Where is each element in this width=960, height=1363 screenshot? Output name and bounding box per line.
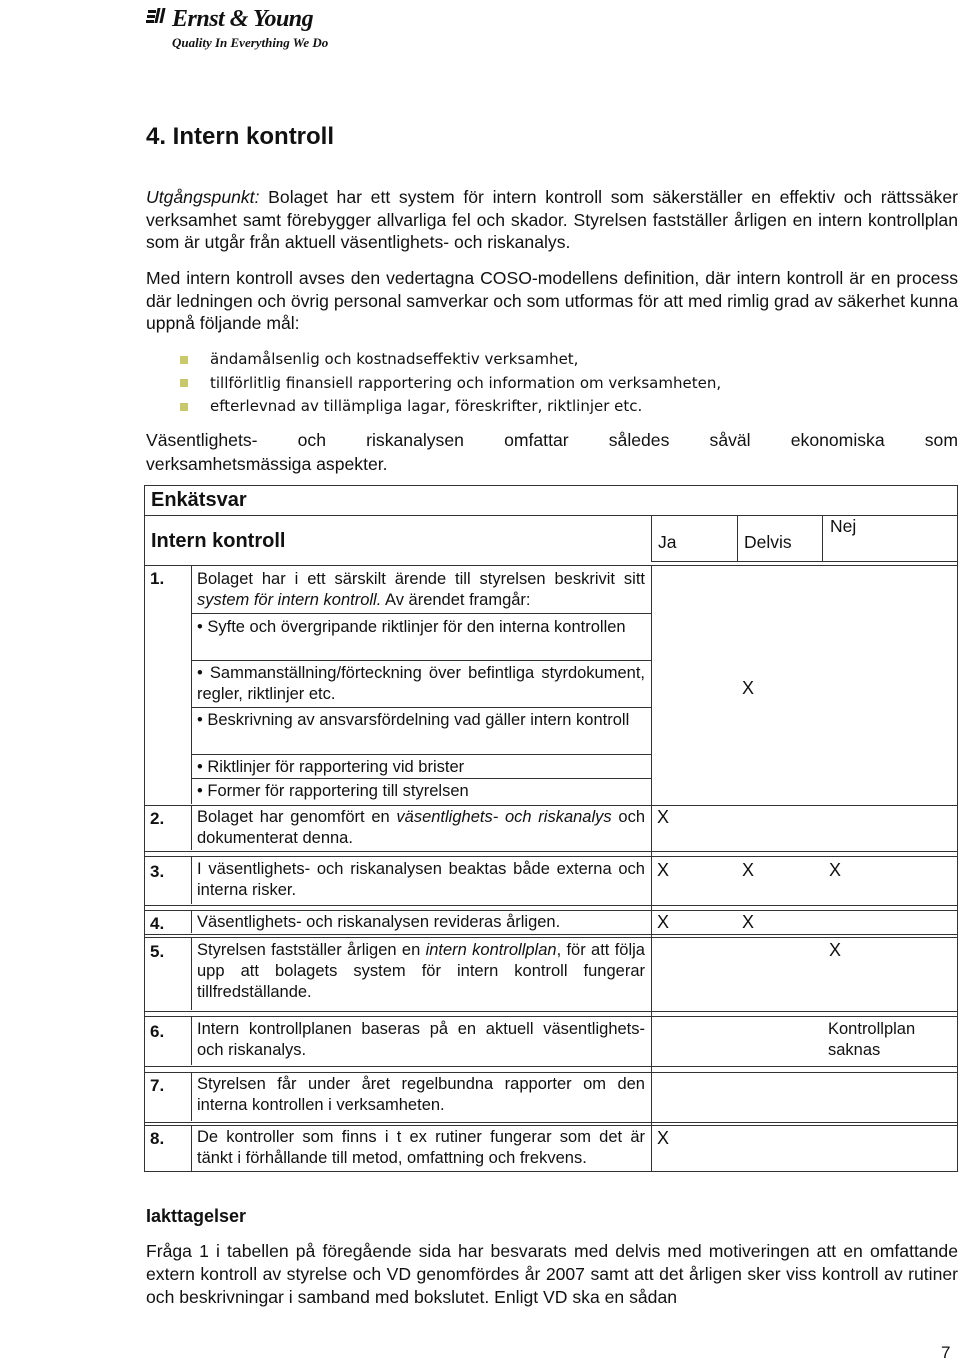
table-rule	[191, 754, 651, 755]
answer-mark-delvis: X	[742, 912, 755, 932]
square-bullet-icon	[180, 379, 188, 387]
table-rule	[144, 851, 958, 852]
answer-mark-nej: X	[829, 940, 842, 960]
column-header-ja: Ja	[658, 532, 677, 552]
question-number: 3.	[150, 862, 165, 881]
list-item: tillförlitlig finansiell rapportering och information om verksamheten,	[180, 372, 721, 396]
table-rule	[144, 1066, 958, 1067]
table-rule	[144, 905, 958, 906]
column-header-delvis: Delvis	[744, 532, 792, 552]
table-rule	[144, 1011, 958, 1012]
table-rule	[191, 911, 192, 933]
question-text: Väsentlighets- och riskanalysen revideras årligen.	[197, 913, 561, 931]
table-rule	[191, 1073, 192, 1121]
question-number: 5.	[150, 942, 165, 961]
answer-note: Kontrollplan saknas	[828, 1020, 916, 1059]
intro-text: Bolaget har ett system för intern kontroll som säkerställer en effektiv och rättssäker verksamhet samt förebygger allvarliga fel och skador. Styrelsen fastställer årligen en intern kontrollplan som är utgår från aktuell väsentlighets- och riskanalys.	[146, 187, 958, 252]
question-text: De kontroller som finns i t ex rutiner fungerar som det är tänkt i förhållande till metod, omfattning och frekvens.	[197, 1128, 645, 1167]
question-number: 6.	[150, 1022, 165, 1041]
definition-paragraph: Med intern kontroll avses den vedertagna COSO-modellens definition, där intern kontroll är en process där ledningen och övrig personal samverkar och som utformas för att med rimlig grad av säkerhet kunna uppnå följande mål:	[146, 268, 958, 333]
question-text: I väsentlighets- och riskanalysen beaktas både externa och interna risker.	[197, 860, 645, 899]
question-text: Bolaget har i ett särskilt ärende till styrelsen beskrivit sitt system för intern kontroll. Av ärendet framgår:	[197, 570, 645, 609]
section-heading: 4. Intern kontroll	[146, 123, 335, 150]
scope-line-1: Väsentlighets- och riskanalysen omfattar således såväl ekonomiska som	[146, 430, 958, 450]
table-rule	[651, 515, 958, 516]
question-text: Styrelsen fastställer årligen en intern kontrollplan, för att följa upp att bolagets system för intern kontroll fungerar tillfredställande.	[197, 941, 645, 1001]
table-rule	[191, 857, 192, 904]
table-rule	[144, 805, 958, 806]
question-text: Bolaget har genomfört en väsentlighets- och riskanalys och dokumenterat denna.	[197, 808, 645, 847]
logo-mark-icon	[146, 6, 168, 33]
answer-mark-delvis: X	[742, 860, 755, 880]
logo-tagline: Quality In Everything We Do	[172, 35, 329, 50]
question-number: 7.	[150, 1076, 165, 1095]
table-rule	[191, 707, 651, 708]
table-rule	[651, 806, 652, 1172]
question-number: 8.	[150, 1129, 165, 1148]
observations-heading: Iakttagelser	[146, 1206, 247, 1226]
question-number: 1.	[150, 569, 165, 588]
answer-mark-ja: X	[657, 807, 670, 827]
answer-mark-ja: X	[657, 1128, 670, 1148]
company-logo	[146, 6, 313, 33]
page-number: 7	[941, 1343, 951, 1362]
question-text: Styrelsen får under året regelbundna rapporter om den interna kontrollen i verksamheten.	[197, 1075, 645, 1114]
table-rule	[822, 515, 823, 561]
table-rule	[191, 1126, 192, 1172]
table-rule	[144, 910, 958, 911]
table-rule	[651, 566, 652, 806]
table-rule	[191, 1017, 192, 1065]
table-rule	[191, 778, 651, 779]
table-rule	[144, 856, 958, 857]
answer-mark-delvis: X	[742, 678, 755, 698]
table-rule	[191, 660, 651, 661]
goals-list	[180, 348, 721, 419]
table-rule	[651, 515, 652, 561]
table-rule	[191, 566, 192, 804]
table-rule	[651, 561, 958, 562]
table-rule	[144, 565, 958, 566]
list-item: ändamålsenlig och kostnadseffektiv verksamhet,	[180, 348, 721, 372]
sub-item: • Beskrivning av ansvarsfördelning vad gäller intern kontroll	[197, 711, 630, 729]
table-rule	[191, 613, 651, 614]
sub-item: • Riktlinjer för rapportering vid brister	[197, 758, 465, 776]
sub-item: • Former för rapportering till styrelsen	[197, 782, 469, 800]
intro-label: Utgångspunkt:	[146, 187, 260, 207]
question-text: Intern kontrollplanen baseras på en aktuell väsentlighets- och riskanalys.	[197, 1020, 645, 1059]
observations-text: Fråga 1 i tabellen på föregående sida har besvarats med delvis med motiveringen att en omfattande extern kontroll av styrelse och VD genomfördes år 2007 samt att det årligen sker viss kontroll av rutiner och beskrivningar i samband med bokslutet. Enligt VD ska en sådan	[146, 1241, 958, 1307]
table-title: Enkätsvar	[151, 489, 247, 511]
question-number: 2.	[150, 809, 165, 828]
table-rule	[144, 1072, 958, 1073]
answer-mark-nej: X	[829, 860, 842, 880]
table-rule	[144, 1016, 958, 1017]
table-rule	[144, 934, 958, 935]
list-item: efterlevnad av tillämpliga lagar, föreskrifter, riktlinjer etc.	[180, 395, 721, 419]
table-rule	[191, 806, 192, 850]
scope-line-2: verksamhetsmässiga aspekter.	[146, 454, 388, 474]
table-rule	[144, 1122, 958, 1123]
table-rule	[191, 938, 192, 1010]
table-rule	[144, 937, 958, 938]
sub-item: • Syfte och övergripande riktlinjer för den interna kontrollen	[197, 618, 626, 636]
sub-item: • Sammanställning/förteckning över befintliga styrdokument, regler, riktlinjer etc.	[197, 664, 645, 703]
question-number: 4.	[150, 914, 165, 933]
column-header-nej: Nej	[830, 516, 857, 536]
square-bullet-icon	[180, 356, 188, 364]
answer-mark-ja: X	[657, 912, 670, 932]
table-section-title: Intern kontroll	[151, 530, 286, 552]
table-rule	[144, 1125, 958, 1126]
intro-paragraph	[146, 186, 958, 254]
table-rule	[737, 515, 738, 561]
square-bullet-icon	[180, 403, 188, 411]
answer-mark-ja: X	[657, 860, 670, 880]
logo-name: Ernst & Young	[172, 6, 314, 32]
